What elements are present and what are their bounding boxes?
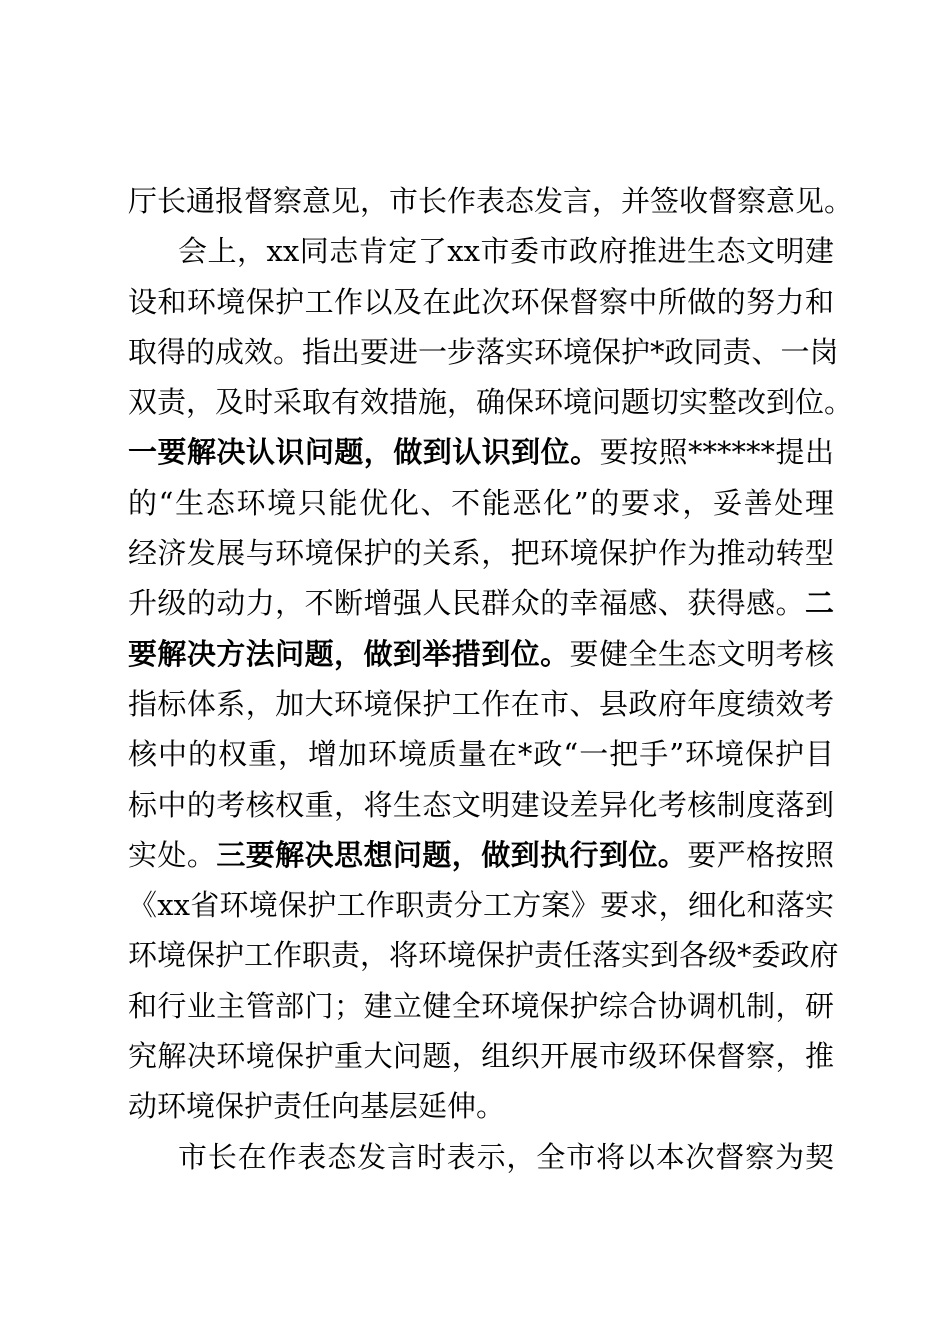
body-text [128,176,854,1182]
text-line [128,528,834,578]
text-line [128,880,834,930]
text-line [128,1031,834,1081]
text-line [128,478,834,528]
text-line [128,277,834,327]
text-run: 升级的动力，不断增强人民群众的幸福感、获得感。 [128,586,805,621]
text-run: 《xx省环境保护工作职责分工方案》要求，细化和落实 [128,888,834,923]
bold-text-run: 二 [804,586,834,621]
text-run: 指标体系，加大环境保护工作在市、县政府年度绩效考 [128,686,834,721]
text-run: 会上，xx同志肯定了xx市委市政府推进生态文明建 [178,234,834,269]
text-run: 要健全生态文明考核 [569,636,834,671]
text-line [128,377,854,427]
text-line [128,578,834,628]
text-line [128,176,854,226]
text-line [128,930,839,980]
text-line [128,780,834,830]
text-line [128,1132,834,1182]
text-run: 双责，及时采取有效措施，确保环境问题切实整改到位。 [128,385,854,420]
text-run: 核中的权重，增加环境质量在*政“一把手”环境保护目 [128,737,834,772]
bold-text-run: 要解决方法问题，做到举措到位。 [128,636,570,671]
text-line [128,427,834,477]
text-run: 经济发展与环境保护的关系，把环境保护作为推动转型 [128,536,834,571]
bold-text-run: 三要解决思想问题，做到执行到位。 [216,837,688,872]
text-run: 市长在作表态发言时表示，全市将以本次督察为契 [178,1139,834,1174]
text-line [128,629,834,679]
text-line [128,226,834,276]
text-line [128,679,834,729]
text-run: 环境保护工作职责，将环境保护责任落实到各级*委政府 [128,938,839,973]
text-run: 的“生态环境只能优化、不能恶化”的要求，妥善处理 [128,485,834,520]
text-line [128,1081,834,1131]
text-run: 究解决环境保护重大问题，组织开展市级环保督察，推 [128,1039,834,1074]
text-line [128,327,839,377]
bold-text-run: 一要解决认识问题，做到认识到位。 [128,435,600,470]
text-run: 要严格按照 [687,837,834,872]
text-run: 设和环境保护工作以及在此次环保督察中所做的努力和 [128,284,834,319]
text-run: 要按照******提出 [599,435,834,470]
text-line [128,981,834,1031]
text-run: 厅长通报督察意见，市长作表态发言，并签收督察意见。 [128,184,854,218]
text-line [128,729,834,779]
text-run: 实处。 [128,837,217,872]
text-run: 标中的考核权重，将生态文明建设差异化考核制度落到 [128,787,834,822]
text-run: 取得的成效。指出要进一步落实环境保护*政同责、一岗 [128,334,839,369]
text-line [128,830,834,880]
text-run: 和行业主管部门；建立健全环境保护综合协调机制，研 [128,988,834,1023]
text-run: 动环境保护责任向基层延伸。 [128,1089,506,1124]
